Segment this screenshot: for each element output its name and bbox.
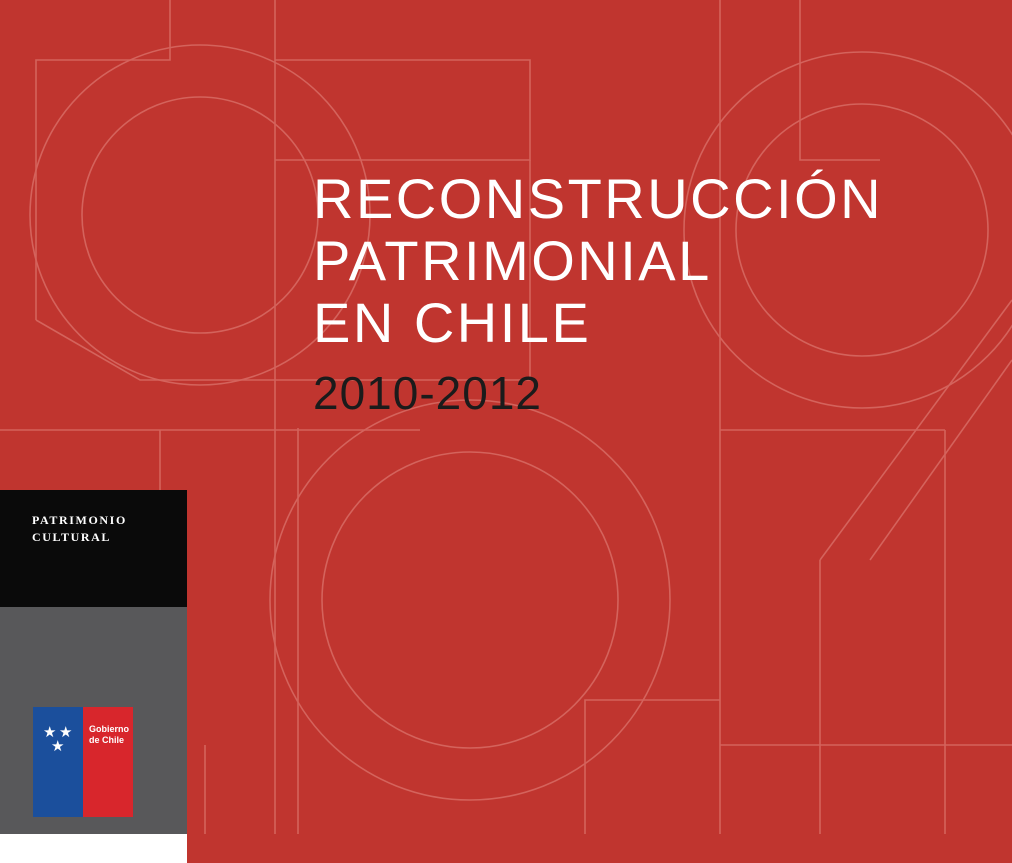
star-icon: ★ (43, 724, 57, 741)
gobierno-label-line-2: de Chile (89, 735, 125, 745)
gobierno-label (89, 724, 129, 746)
brand-text (32, 512, 127, 546)
cover-subtitle-years: 2010-2012 (313, 367, 542, 419)
star-icon: ★ (51, 738, 65, 755)
title-line-3: EN CHILE (313, 291, 592, 354)
brand-line-1: PATRIMONIO (32, 513, 127, 527)
title-line-2: PATRIMONIAL (313, 229, 712, 292)
bottom-strip (0, 834, 1012, 863)
cover-title-block (313, 168, 963, 418)
flag-blue-block (33, 707, 83, 817)
gobierno-de-chile-logo (33, 707, 133, 817)
flag-red-block (83, 707, 133, 817)
title-line-1: RECONSTRUCCIÓN (313, 167, 884, 230)
bottom-strip-red (187, 834, 1012, 863)
star-icon: ★ (59, 724, 73, 741)
brand-panel (0, 490, 187, 607)
brand-line-2: CULTURAL (32, 530, 112, 544)
gobierno-label-line-1: Gobierno (89, 724, 129, 734)
